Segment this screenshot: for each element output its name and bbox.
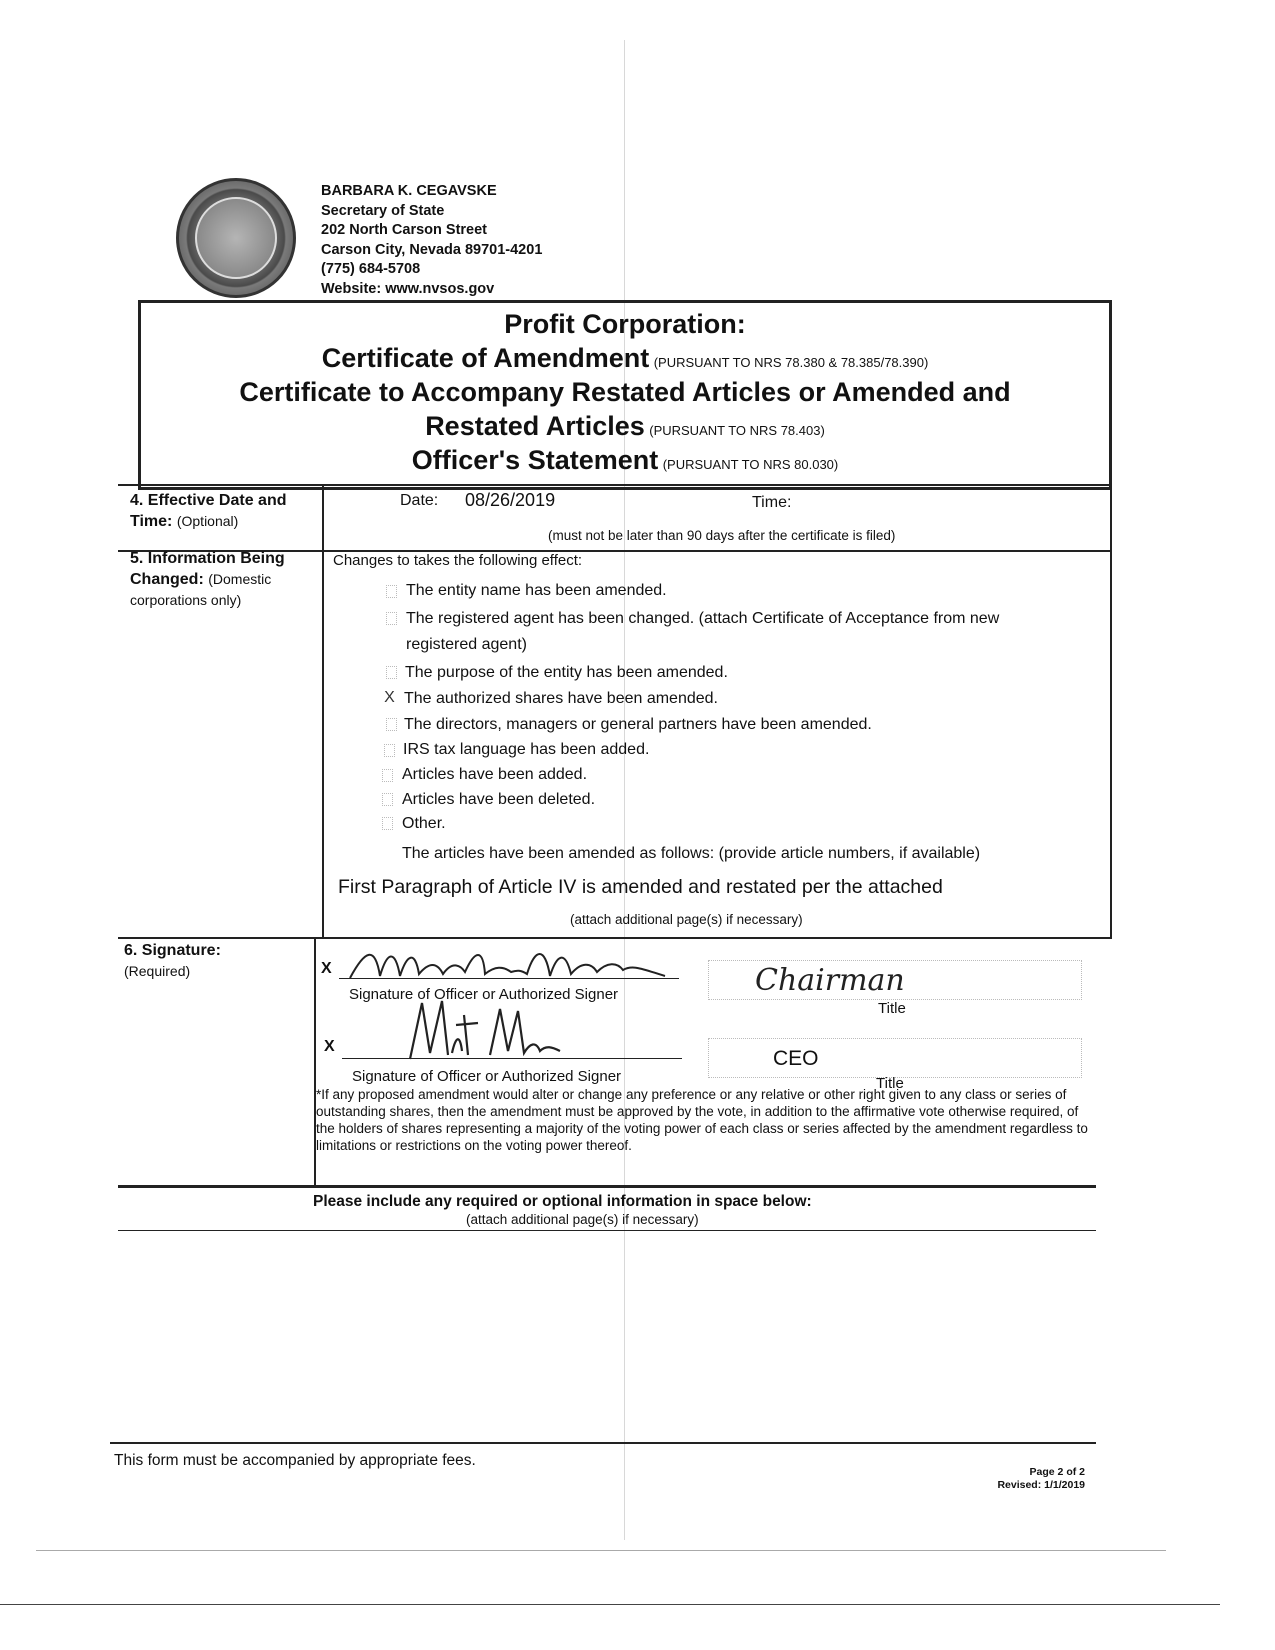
checkbox-directors[interactable] <box>386 718 397 731</box>
checkbox-purpose[interactable] <box>386 666 397 679</box>
signature-1-caption: Signature of Officer or Authorized Signer <box>349 986 619 1003</box>
divider <box>110 1442 1096 1444</box>
checkbox-registered-agent[interactable] <box>386 612 397 625</box>
option-registered-agent: The registered agent has been changed. (attach Certificate of Acceptance from new <box>406 610 1000 627</box>
signer-2-title-caption: Title <box>876 1075 904 1092</box>
checkbox-authorized-shares[interactable]: X <box>384 689 395 706</box>
changes-intro: Changes to takes the following effect: <box>333 552 583 569</box>
divider <box>118 937 1112 939</box>
column-divider <box>322 484 324 937</box>
title-line-1: Profit Corporation: <box>504 309 746 339</box>
signer-2-title-field[interactable] <box>708 1038 1082 1078</box>
option-purpose: The purpose of the entity has been amended. <box>405 664 728 681</box>
signature-1-handwriting[interactable] <box>345 940 675 988</box>
secretary-title: Secretary of State <box>321 202 445 219</box>
address-line-1: 202 North Carson Street <box>321 222 487 238</box>
amendment-footnote: *If any proposed amendment would alter or change any preference or any relative or other right given to any class or series of outstanding shares, then the amendment must be approved by the vote, in addition to the affirmative vote otherwise required, of the holders of shares representing a majority of the voting power of each class or series affected by the amendment regardless to limitations or restrictions on the voting power thereof. <box>316 1087 1088 1153</box>
option-directors: The directors, managers or general partners have been amended. <box>404 716 872 733</box>
option-irs-language: IRS tax language has been added. <box>403 741 650 758</box>
divider <box>118 484 1112 486</box>
option-other: Other. <box>402 815 446 832</box>
checkbox-articles-added[interactable] <box>382 769 393 782</box>
checkbox-other[interactable] <box>382 817 393 830</box>
signature-2-x: X <box>324 1038 335 1055</box>
section-6-label: 6. Signature: (Required) <box>124 942 221 979</box>
optional-info-area[interactable] <box>118 1236 1096 1436</box>
nevada-state-seal-icon <box>176 178 296 298</box>
signer-2-title-value: CEO <box>773 1047 819 1070</box>
scan-edge <box>0 1604 1220 1605</box>
scan-edge <box>36 1550 1166 1551</box>
signer-1-title-field[interactable] <box>708 960 1082 1000</box>
date-label: Date: <box>400 492 439 509</box>
optional-info-note: (attach additional page(s) if necessary) <box>466 1212 699 1227</box>
section-4-label: 4. Effective Date and Time: (Optional) <box>130 492 287 530</box>
agency-address-block <box>321 182 542 299</box>
divider <box>118 1185 1096 1188</box>
signature-2-caption: Signature of Officer or Authorized Signer <box>352 1068 622 1085</box>
option-articles-added: Articles have been added. <box>402 766 588 783</box>
date-limit-note: (must not be later than 90 days after the certificate is filed) <box>548 528 896 543</box>
title-line-2: Certificate of Amendment (PURSUANT TO NRS 78.380 & 78.385/78.390) <box>321 343 929 373</box>
attach-note: (attach additional page(s) if necessary) <box>570 912 803 927</box>
amended-intro: The articles have been amended as follows: (provide article numbers, if available) <box>402 845 981 862</box>
checkbox-entity-name[interactable] <box>386 585 397 598</box>
option-registered-agent-cont: registered agent) <box>406 636 527 653</box>
option-articles-deleted: Articles have been deleted. <box>402 791 596 808</box>
section-5-label: 5. Information Being Changed: (Domestic corporations only) <box>130 550 285 608</box>
amended-text-field[interactable]: First Paragraph of Article IV is amended and restated per the attached <box>338 876 943 898</box>
signer-1-title-value: Chairman <box>755 963 905 998</box>
phone-number: (775) 684-5708 <box>321 261 421 277</box>
signature-2-handwriting[interactable] <box>390 995 600 1065</box>
title-line-5: Officer's Statement (PURSUANT TO NRS 80.030) <box>411 445 839 475</box>
revised-date: Revised: 1/1/2019 <box>997 1479 1085 1491</box>
checkbox-articles-deleted[interactable] <box>382 793 393 806</box>
title-line-4: Restated Articles (PURSUANT TO NRS 78.403) <box>425 411 825 441</box>
page-info <box>960 1466 1085 1492</box>
website: Website: www.nvsos.gov <box>321 280 495 297</box>
address-line-2: Carson City, Nevada 89701-4201 <box>321 241 543 258</box>
option-entity-name: The entity name has been amended. <box>406 582 667 599</box>
effective-date-field[interactable]: 08/26/2019 <box>465 490 556 510</box>
title-line-3: Certificate to Accompany Restated Articles or Amended and <box>239 377 1011 407</box>
form-title-box <box>138 300 1112 490</box>
divider <box>118 1230 1096 1231</box>
option-authorized-shares: The authorized shares have been amended. <box>404 690 718 707</box>
signature-1-x: X <box>321 960 332 977</box>
time-label: Time: <box>752 494 792 511</box>
optional-info-heading: Please include any required or optional information in space below: <box>313 1193 812 1210</box>
checkbox-irs-language[interactable] <box>384 744 395 757</box>
signer-1-title-caption: Title <box>878 1000 906 1017</box>
column-divider <box>1110 484 1112 937</box>
page-number: Page 2 of 2 <box>1029 1466 1085 1478</box>
fees-note: This form must be accompanied by appropriate fees. <box>114 1452 476 1469</box>
secretary-name: BARBARA K. CEGAVSKE <box>321 183 497 199</box>
